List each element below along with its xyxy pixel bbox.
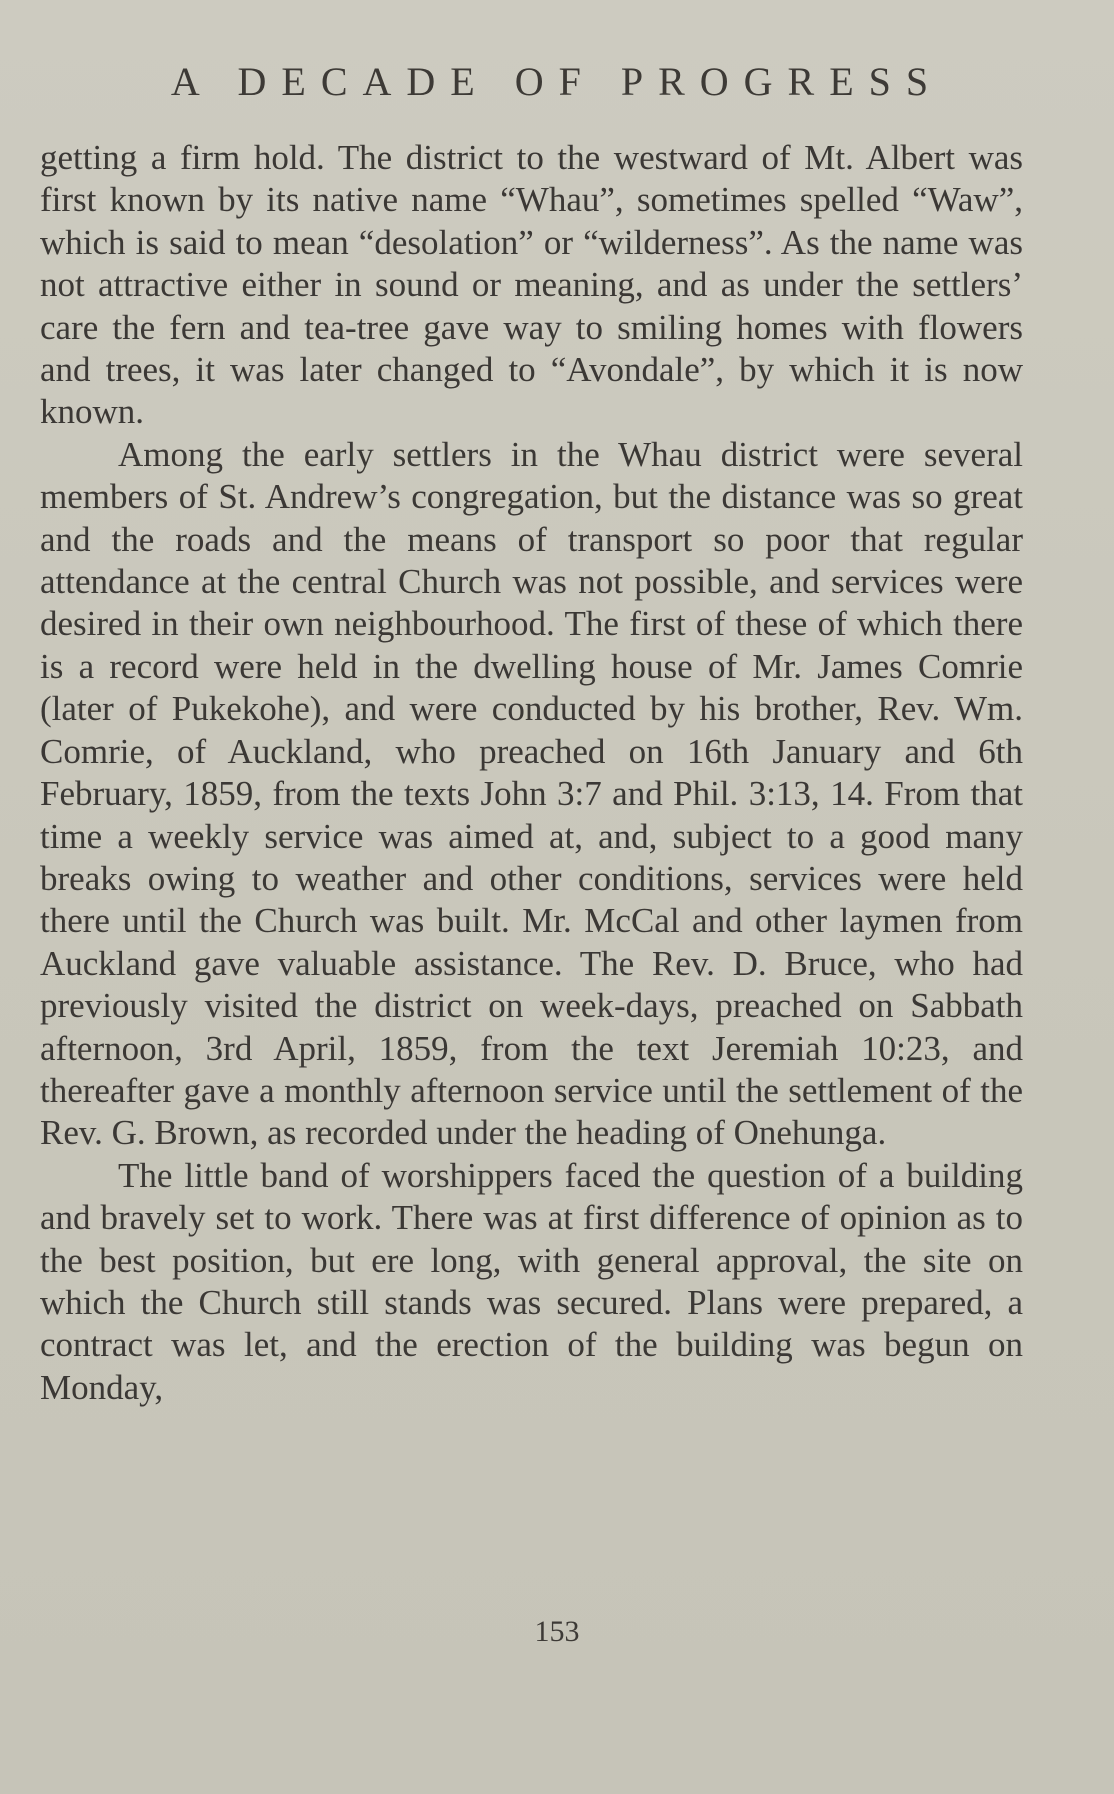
body-text — [40, 137, 1023, 1409]
paragraph-3: The little band of worshippers faced the question of a building and bravely set to work. There was at first difference of opinion as to the best position, but ere long, with general approval, the site on which the Church still stands was secured. Plans were prepared, a contract was let, and the erection of the building was begun on Monday, — [40, 1155, 1023, 1407]
paragraph-1: getting a firm hold. The district to the westward of Mt. Albert was first known by its native name “Whau”, sometimes spelled “Waw”, which is said to mean “desolation” or “wilderness”. As the name was not attractive either in sound or meaning, and as under the settlers’ care the fern and tea-tree gave way to smiling homes with flowers and trees, it was later changed to “Avondale”, by which it is now known. — [40, 138, 1023, 432]
paragraph-2: Among the early settlers in the Whau district were several members of St. Andrew’s congregation, but the distance was so great and the roads and the means of transport so poor that regular attendance at the central Church was not possible, and services were desired in their own neighbourhood. The first of these of which there is a record were held in the dwelling house of Mr. James Comrie (later of Pukekohe), and were conducted by his brother, Rev. Wm. Comrie, of Auckland, who preached on 16th January and 6th February, 1859, from the texts John 3:7 and Phil. 3:13, 14. From that time a weekly service was aimed at, and, subject to a good many breaks owing to weather and other conditions, services were held there until the Church was built. Mr. McCal and other laymen from Auckland gave valuable assistance. The Rev. D. Bruce, who had previously visited the district on week-days, preached on Sabbath afternoon, 3rd April, 1859, from the text Jeremiah 10:23, and thereafter gave a monthly afternoon service until the settlement of the Rev. G. Brown, as recorded under the heading of Onehunga. — [40, 434, 1023, 1153]
running-head: A DECADE OF PROGRESS — [170, 59, 944, 104]
page-number: 153 — [534, 1615, 580, 1648]
